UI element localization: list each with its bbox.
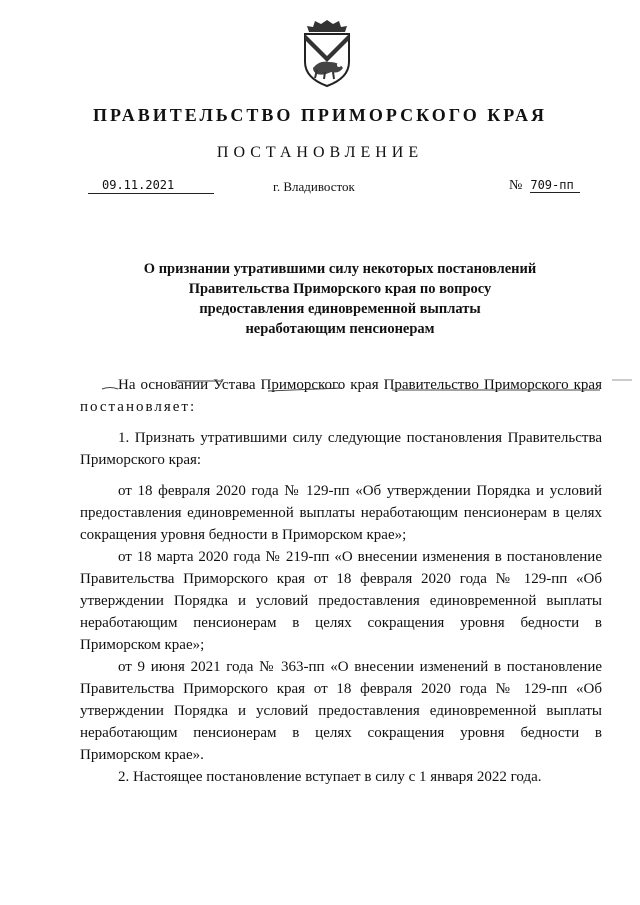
heading-line: Правительства Приморского края по вопросу xyxy=(188,281,492,297)
intro-paragraph xyxy=(80,374,602,418)
document-number xyxy=(509,178,580,194)
document-date xyxy=(88,178,214,194)
resolves-word: постановляет: xyxy=(80,399,197,415)
heading-line: О признании утратившими силу некоторых постановлений xyxy=(143,261,537,277)
coat-of-arms-icon xyxy=(299,18,355,88)
intro-text: На основании Устава Приморского края Правительство Приморского края xyxy=(118,377,602,393)
item-1a-paragraph: от 18 февраля 2020 года № 129-пп «Об утверждении Порядка и условий предоставления единовременной выплаты неработающим пенсионерам в целях сокращения уровня бедности в Приморском крае»; xyxy=(80,483,602,543)
item-2-paragraph: 2. Настоящее постановление вступает в силу с 1 января 2022 года. xyxy=(118,769,542,785)
item-1-paragraph: 1. Признать утратившими силу следующие постановления Правительства Приморского края: xyxy=(80,430,602,468)
number-sign: № xyxy=(509,178,523,193)
item-1b-paragraph: от 18 марта 2020 года № 219-пп «О внесении изменения в постановление Правительства Приморского края от 18 февраля 2020 года № 129-пп «Об утверждении Порядка и условий предоставления единовременной выплаты неработающим пенсионерам в целях сокращения уровня бедности в Приморском крае»; xyxy=(80,549,602,653)
document-heading xyxy=(90,259,590,339)
document-city: г. Владивосток xyxy=(273,179,355,194)
document-date-value: 09.11.2021 xyxy=(102,178,175,192)
item-1c-paragraph: от 9 июня 2021 года № 363-пп «О внесении изменений в постановление Правительства Приморского края от 18 февраля 2020 года № 129-пп «Об утверждении Порядка и условий предоставления единовременной выплаты неработающим пенсионерам в целях сокращения уровня бедности в Приморском крае». xyxy=(80,659,602,763)
document-body xyxy=(80,374,602,788)
document-type: ПОСТАНОВЛЕНИЕ xyxy=(216,144,424,161)
document-number-value: 709-пп xyxy=(530,178,580,193)
heading-line: предоставления единовременной выплаты xyxy=(199,301,481,317)
heading-line: неработающим пенсионерам xyxy=(245,321,435,337)
government-title: ПРАВИТЕЛЬСТВО ПРИМОРСКОГО КРАЯ xyxy=(93,105,547,125)
